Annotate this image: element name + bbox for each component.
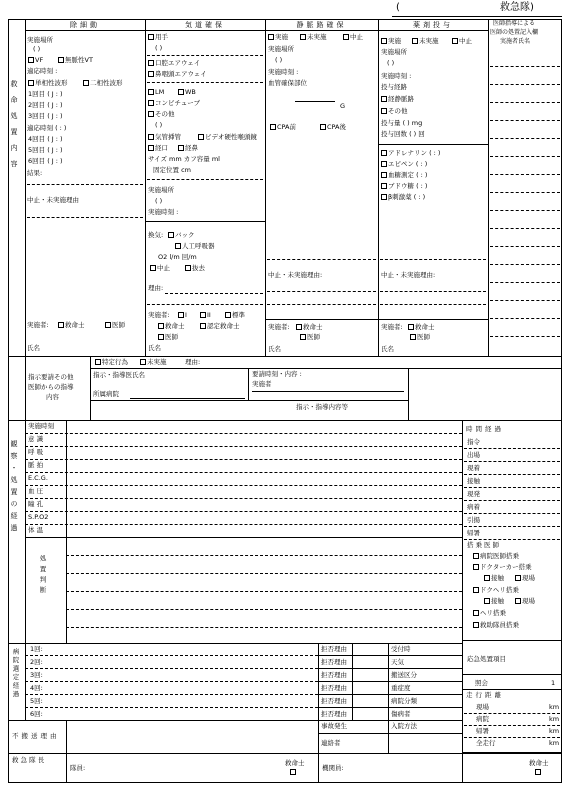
drug-place: 実施場所 (381, 48, 407, 56)
specific-reason: 理由: (185, 358, 201, 366)
drug-item-3[interactable]: 血糖測定 ( : ) (381, 172, 427, 179)
captain-label-1: 救 急 隊 長 (12, 756, 45, 764)
instruct-time: 要請時刻・内容 : (252, 370, 302, 378)
defib-name: 氏名 (27, 344, 40, 352)
hosp-row-6: 6回: (30, 710, 43, 718)
airway-cert[interactable]: 認定救命士 (200, 323, 240, 330)
info-severity: 重症度 (391, 684, 411, 692)
airway-paren1: ( ) (155, 44, 163, 52)
dist-station-unit: km (549, 727, 560, 735)
airway-intub[interactable]: 気管挿管 (148, 134, 181, 141)
obs-breath: 呼 吸 (28, 448, 44, 456)
specific-action[interactable]: 特定行為 (95, 359, 128, 366)
seq-label: 照会 (475, 679, 488, 687)
drug-reason: 中止・未実施理由: (381, 271, 436, 279)
iv-cpa1[interactable]: CPA前 (270, 124, 296, 131)
airway-paren2: ( ) (155, 121, 163, 129)
drug-route: 投与経路 (381, 83, 407, 91)
defib-place-paren: ( ) (33, 45, 41, 53)
defib-shock-5: 5回目 ( J : ) (28, 146, 63, 154)
team-paren-open: ( (396, 2, 400, 13)
airway-oral2[interactable]: 経口 (148, 145, 168, 152)
header-doctor-3: 実施者氏名 (500, 38, 531, 45)
defib-shock-6: 6回目 ( J : ) (28, 157, 63, 165)
drug-iv[interactable]: 経静脈路 (381, 96, 414, 103)
doc-label: 搭乗医師 (467, 541, 501, 549)
airway-performer: 実施者: (148, 311, 170, 319)
drug-done[interactable]: 実施 (381, 38, 401, 45)
vent-stop[interactable]: 中止 (150, 265, 170, 272)
drug-elst[interactable]: 救命士 (408, 324, 435, 331)
airway-lm[interactable]: LM (148, 89, 164, 96)
iv-time: 実施時刻 : (268, 68, 299, 76)
defib-shock-1: 1回目 ( J : ) (28, 90, 63, 98)
iv-gauge: G (340, 102, 346, 110)
handover: 連絡者 (321, 739, 341, 747)
iv-cpa2[interactable]: CPA後 (320, 124, 346, 131)
drug-paren: ( ) (387, 59, 395, 67)
defib-wave1[interactable]: 単相性波形 (28, 80, 68, 87)
dist-scene: 現場 (476, 703, 489, 711)
obs-conscious: 意 識 (28, 435, 44, 443)
iv-name: 氏名 (268, 345, 281, 353)
info-weather: 天気 (391, 658, 404, 666)
defib-shock-2: 2回目 ( J : ) (28, 101, 63, 109)
doc-heli[interactable]: ドクヘリ搭乗 (473, 587, 519, 594)
obs-judge: 処置判断 (38, 555, 47, 597)
seq-value: 1 (551, 679, 556, 687)
airway-time: 実施時刻 : (148, 208, 179, 216)
airway-nasal[interactable]: 鼻咽頭エアウェイ (148, 71, 207, 78)
hosp-row-4: 4回: (30, 684, 43, 692)
doc-car[interactable]: ドクターカー搭乗 (473, 564, 532, 571)
member-elst: 救命士 (285, 759, 305, 767)
drug-notdone[interactable]: 未実施 (412, 38, 439, 45)
obs-time: 実施時刻 (28, 422, 54, 430)
info-receive: 受付時 (391, 645, 411, 653)
obs-label: 観察・処置の経過 (10, 440, 19, 536)
defib-time: 適応時刻 : (27, 67, 58, 75)
header-doctor-1: 医師指導による (493, 20, 536, 27)
header-drug: 薬剤投与 (413, 21, 453, 29)
drug-doctor[interactable]: 医師 (410, 334, 430, 341)
doc-heli-contact[interactable]: 接触 (484, 598, 504, 605)
drug-count: 投与回数 ( ) 回 (381, 130, 425, 138)
obs-pupil: 瞳 孔 (28, 500, 44, 508)
reject-1: 拒否理由 (321, 645, 347, 653)
iv-reason: 中止・未実施理由: (268, 271, 323, 279)
time-command: 指令 (467, 438, 480, 446)
defib-time2: 適応時刻 ( : ) (27, 124, 67, 132)
hosp-row-5: 5回: (30, 697, 43, 705)
defib-stop: 中止・未実施理由 (27, 196, 79, 204)
defib-shock-3: 3回目 ( J : ) (28, 112, 63, 120)
hosp-row-3: 3回: (30, 671, 43, 679)
drug-item-1[interactable]: アドレナリン ( : ) (381, 150, 440, 157)
reject-2: 拒否理由 (321, 658, 347, 666)
dist-total-unit: km (549, 739, 560, 747)
defib-vf[interactable]: VF (28, 57, 43, 64)
time-contact: 接触 (467, 477, 480, 485)
drug-time: 実施時刻 : (381, 72, 412, 80)
doc-car-scene[interactable]: 現場 (515, 575, 535, 582)
airway-doctor[interactable]: 医師 (158, 334, 178, 341)
iv-performer: 実施者: (268, 323, 290, 331)
dist-scene-unit: km (549, 703, 560, 711)
info-patient: 傷病者 (391, 710, 411, 718)
lifesaving-label: 救命処置内容 (10, 80, 19, 176)
airway-combi[interactable]: コンビチューブ (148, 100, 200, 107)
reject-3: 拒否理由 (321, 671, 347, 679)
airway-nasal2[interactable]: 経鼻 (178, 145, 198, 152)
iv-stop[interactable]: 中止 (343, 34, 363, 41)
airway-size: サイズ mm カフ容量 ml (148, 155, 220, 163)
airway-fix: 固定位置 cm (153, 166, 191, 174)
obs-ecg: E.C.G. (28, 474, 48, 482)
airway-oral[interactable]: 口腔エアウェイ (148, 60, 200, 67)
dist-hospital-unit: km (549, 715, 560, 723)
driver-elst: 救命士 (529, 759, 549, 767)
drug-other[interactable]: その他 (381, 108, 408, 115)
drug-item-5[interactable]: β刺激薬 ( : ) (381, 194, 425, 201)
instruct-content: 指示・指導内容等 (296, 403, 348, 411)
drug-item-4[interactable]: ブドウ糖 ( : ) (381, 183, 427, 190)
header-defib: 除細動 (70, 21, 100, 29)
doc-heli-scene[interactable]: 現場 (515, 598, 535, 605)
time-return: 引揚 (467, 516, 480, 524)
iv-paren: ( ) (275, 56, 283, 64)
airway-elst[interactable]: 救命士 (158, 323, 185, 330)
info-transport: 搬送区分 (391, 671, 417, 679)
hosp-row-1: 1回: (30, 645, 43, 653)
vent-label: 換気: (148, 231, 164, 239)
iv-done[interactable]: 実施 (268, 34, 288, 41)
airway-r2[interactable]: II (200, 312, 211, 319)
info-hospital-class: 病院分類 (391, 697, 417, 705)
note-label: 応急処置項目 (467, 655, 506, 663)
doc-car-contact[interactable]: 接触 (484, 575, 504, 582)
reject-4: 拒否理由 (321, 684, 347, 692)
dist-hospital: 病院 (476, 715, 489, 723)
accident: 事故発生 (321, 722, 347, 730)
vent-ventilator[interactable]: 人工呼吸器 (175, 243, 215, 250)
iv-notdone[interactable]: 未実施 (300, 34, 327, 41)
time-dispatch: 出場 (467, 451, 480, 459)
obs-spo2: S.P.O2 (28, 513, 49, 521)
hospital-select-label: 病院選定経過 (11, 648, 20, 699)
airway-place: 実施場所 (148, 186, 174, 194)
instruct-label-1: 指示要請その他 (28, 373, 74, 381)
hosp-row-2: 2回: (30, 658, 43, 666)
specific-unperformed[interactable]: 未実施 (140, 359, 167, 366)
airway-hand[interactable]: 用手 (148, 34, 168, 41)
dist-label: 走行距離 (466, 691, 504, 699)
dist-total: 全走行 (476, 739, 496, 747)
info-admission: 入院方法 (391, 722, 417, 730)
defib-doctor[interactable]: 医師 (105, 322, 125, 329)
vent-bag[interactable]: バック (168, 232, 195, 239)
iv-place: 実施場所 (268, 45, 294, 53)
obs-pulse: 脈 拍 (28, 461, 44, 469)
instruct-hospital: 所属病院 (93, 390, 119, 398)
drug-item-2[interactable]: エピペン ( : ) (381, 161, 427, 168)
instruct-performer: 実施者 (252, 380, 272, 388)
iv-elst[interactable]: 救命士 (296, 324, 323, 331)
defib-vt[interactable]: 無脈性VT (58, 57, 93, 64)
header-doctor-2: 医師の処置記入欄 (490, 29, 539, 36)
member-label: 隊員: (70, 764, 86, 772)
doc-heli2[interactable]: ヘリ搭乗 (473, 610, 506, 617)
defib-performer: 実施者: (27, 321, 49, 329)
defib-place: 実施場所 (27, 36, 53, 44)
drug-dose: 投与量 ( ) mg (381, 119, 423, 127)
vent-o2: O2 l/m 回/m (158, 253, 197, 261)
airway-name: 氏名 (148, 344, 161, 352)
time-station: 帰署 (467, 529, 480, 537)
time-label: 時間経過 (466, 425, 504, 433)
defib-shock-4: 4回目 ( J : ) (28, 135, 63, 143)
instruct-label-3: 内容 (46, 393, 59, 401)
driver-elst-box[interactable] (535, 769, 542, 776)
reject-5: 拒否理由 (321, 697, 347, 705)
doc-rescue[interactable]: 救助隊員搭乗 (473, 622, 519, 629)
airway-wb[interactable]: WB (178, 89, 196, 96)
obs-bp: 血 圧 (28, 487, 44, 495)
iv-site: 血管確保部位 (268, 79, 307, 87)
header-airway: 気道確保 (185, 21, 225, 29)
defib-result: 結果: (27, 169, 43, 177)
time-depart: 現発 (467, 490, 480, 498)
reject-6: 拒否理由 (321, 710, 347, 718)
dist-station: 帰署 (476, 727, 489, 735)
defib-wave2[interactable]: 二相性波形 (83, 80, 123, 87)
instruct-label-2: 医師からの指導 (28, 383, 74, 391)
airway-other[interactable]: その他 (148, 111, 175, 118)
airway-reason: 理由: (148, 284, 164, 292)
airway-standard[interactable]: 標準 (225, 312, 245, 319)
airway-paren3: ( ) (155, 197, 163, 205)
drug-performer: 実施者: (381, 323, 403, 331)
airway-video[interactable]: ビデオ硬性喉頭鏡 (198, 134, 257, 141)
header-iv: 静脈路確保 (296, 21, 347, 29)
member-elst-box[interactable] (290, 769, 297, 776)
time-hospital: 病着 (467, 503, 480, 511)
iv-doctor[interactable]: 医師 (300, 334, 320, 341)
team-label: 救急隊) (500, 2, 534, 13)
obs-temp: 体 温 (28, 526, 44, 534)
time-arrive: 現着 (467, 464, 480, 472)
no-transport-label: 不搬送理由 (12, 732, 60, 740)
instruct-doctor: 指示・指導医氏名 (93, 371, 145, 379)
vent-cont[interactable]: 抜去 (185, 265, 205, 272)
doc-hospital[interactable]: 病院医師搭乗 (473, 553, 519, 560)
airway-r1[interactable]: I (178, 312, 187, 319)
drug-stop[interactable]: 中止 (452, 38, 472, 45)
driver-label: 機関員: (322, 764, 344, 772)
drug-name: 氏名 (381, 345, 394, 353)
defib-elst[interactable]: 救命士 (58, 322, 85, 329)
